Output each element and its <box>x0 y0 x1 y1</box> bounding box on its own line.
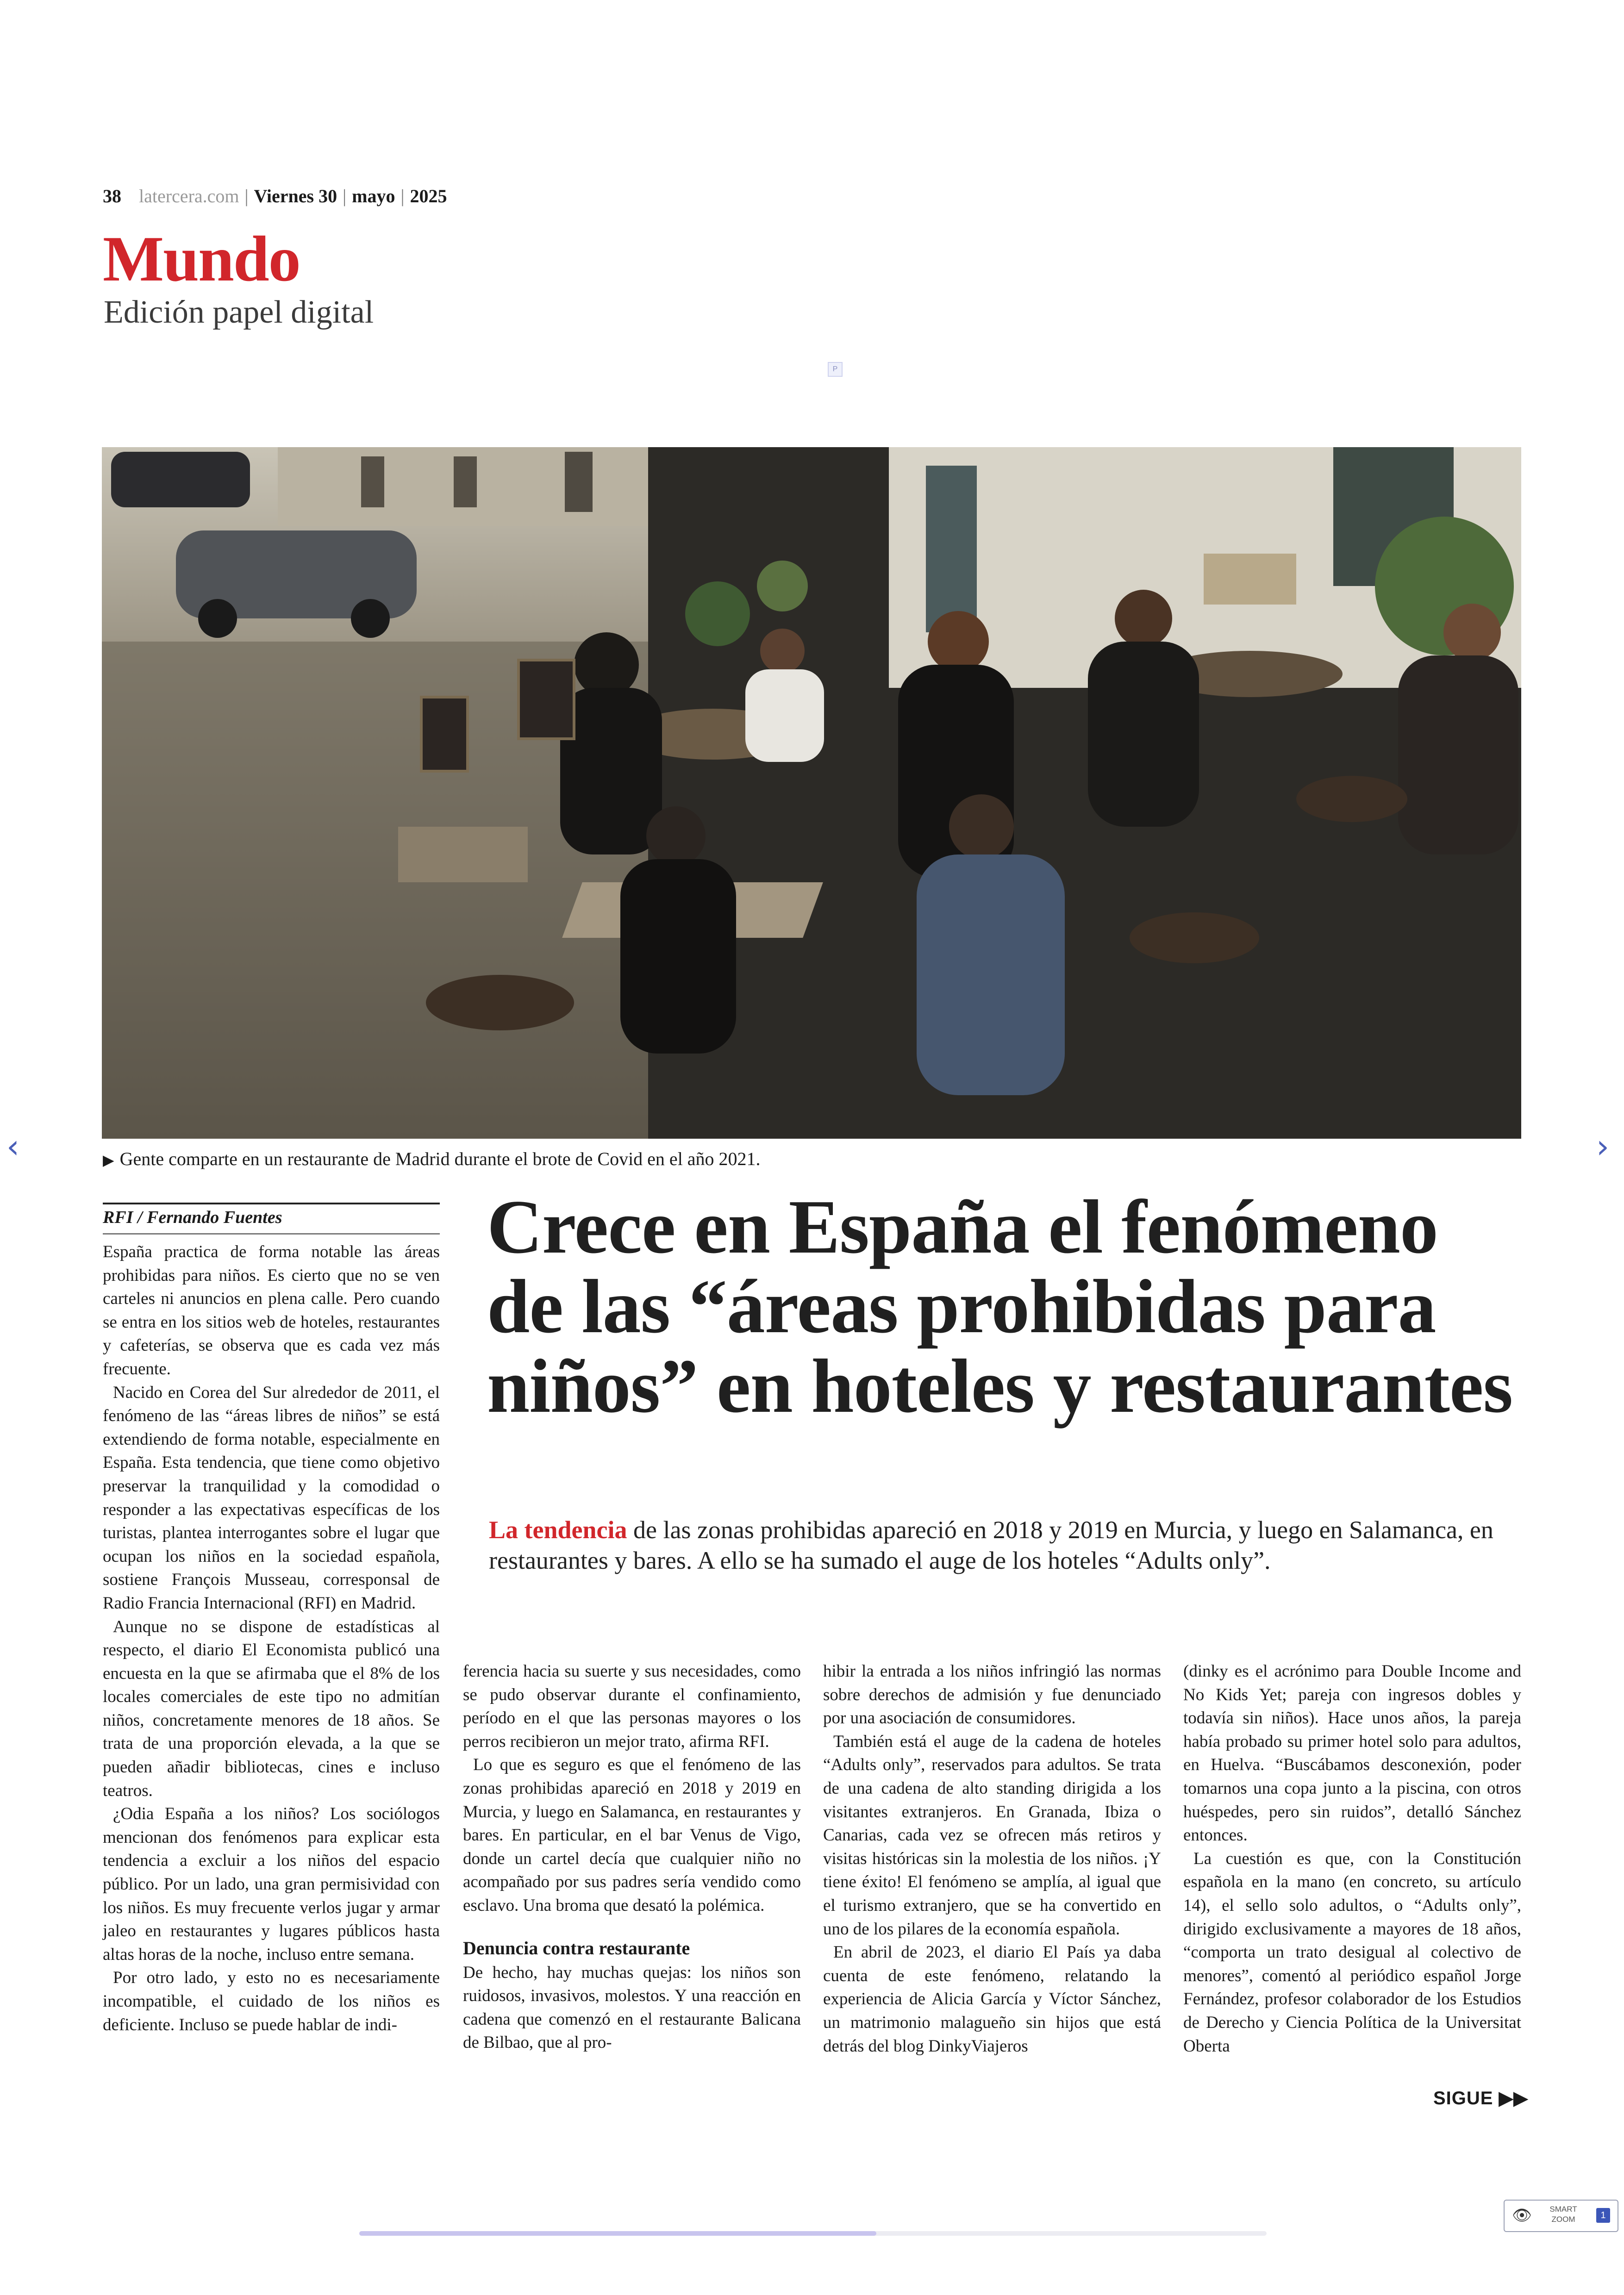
photo-caption: ▶ Gente comparte en un restaurante de Madrid durante el brote de Covid en el año 2021. <box>103 1148 761 1169</box>
continue-link[interactable]: SIGUE ▶▶ <box>1433 2088 1529 2108</box>
site-name: latercera.com <box>139 186 239 206</box>
paragraph: hibir la entrada a los niños infringió las normas sobre derechos de admisión y fue denunciado por una asociación de consumidores. <box>823 1662 1161 1728</box>
body-column-2 <box>463 1660 801 2055</box>
smart-zoom-label: SMART ZOOM <box>1549 2205 1577 2224</box>
date-year: 2025 <box>410 186 447 206</box>
edition-subtitle: Edición papel digital <box>104 294 374 330</box>
byline: RFI / Fernando Fuentes <box>103 1203 440 1235</box>
previous-page-icon[interactable]: ‹ <box>6 1128 19 1166</box>
deck <box>489 1515 1524 1576</box>
headline: Crece en España el fenómeno de las “áreas prohibidas para niños” en hoteles y restaurantes <box>487 1184 1513 1428</box>
body-column-3 <box>823 1660 1161 2058</box>
folio-line: 38 latercera.com | Viernes 30 | mayo | 2025 <box>103 186 447 206</box>
paragraph: ferencia hacia su suerte y sus necesidades, como se pudo observar durante el confinamiento, período en el que las personas mayores o los perros recibieron un mejor trato, afirma RFI. <box>463 1662 801 1751</box>
next-page-icon[interactable]: › <box>1596 1128 1609 1166</box>
section-title: Mundo <box>103 223 300 295</box>
body-column-1 <box>103 1241 440 2037</box>
deck-lead: La tendencia <box>489 1516 627 1544</box>
page-number: 38 <box>103 186 121 206</box>
paragraph: Por otro lado, y esto no es necesariamente incompatible, el cuidado de los niños es deficiente. Incluso se puede hablar de indi- <box>103 1968 440 2034</box>
smart-zoom-button[interactable] <box>1504 2200 1618 2232</box>
date-month: mayo <box>352 186 395 206</box>
paragraph: En abril de 2023, el diario El País ya daba cuenta de este fenómeno, relatando la experiencia de Alicia García y Víctor Sánchez, un matrimonio malagueño sin hijos que está detrás del blog DinkyViajeros <box>823 1943 1161 2056</box>
paragraph: ¿Odia España a los niños? Los sociólogos mencionan dos fenómenos para explicar esta tendencia a excluir a los niños del espacio público. Por un lado, una gran permisividad con los niños. Es muy frecuente verlos jugar y armar jaleo en restaurantes y lugares públicos hasta altas horas de la noche, incluso entre semana. <box>103 1804 440 1964</box>
ad-marker-icon[interactable]: P <box>828 362 843 377</box>
paragraph: También está el auge de la cadena de hoteles “Adults only”, reservados para adultos. Se trata de una cadena de alto standing dirigida a los visitantes extranjeros. En Granada, Ibiza o Canarias, cada vez se ofrecen más retiros y visitas históricas sin la molestia de los niños. ¡Y tiene éxito! El fenómeno se amplía, al igual que el turismo extranjero, que se ha convertido en uno de los pilares de la economía española. <box>823 1732 1161 1939</box>
subheading: Denuncia contra restaurante <box>463 1937 690 1958</box>
paragraph: Aunque no se dispone de estadísticas al respecto, el diario El Economista publicó una encuesta en la que se afirmaba que el 8% de los locales comerciales de este tipo no admitían niños, concretamente menores de 18 años. Se trata de una proporción elevada, a la que se pueden añadir bibliotecas, cines e incluso teatros. <box>103 1617 440 1800</box>
paragraph: La cuestión es que, con la Constitución española en la mano (en concreto, su artículo 14), el sello solo adultos, o “Adults only”, dirigido exclusivamente a mayores de 18 años, “comporta un trato desigual al colectivo de menores”, comentó al periódico español Jorge Fernández, profesor colaborador de los Estudios de Derecho y Ciencia Política de la Universitat Oberta <box>1183 1849 1521 2056</box>
paragraph: De hecho, hay muchas quejas: los niños son ruidosos, invasivos, molestos. Y una reacción en cadena que comenzó en el restaurante Balicana de Bilbao, que al pro- <box>463 1963 801 2052</box>
paragraph: España practica de forma notable las áreas prohibidas para niños. Es cierto que no se ven carteles ni anuncios en plena calle. Pero cuando se entra en los sitios web de hoteles, restaurantes y cafeterías, se observa que es cada vez más frecuente. <box>103 1242 440 1378</box>
page-indicator: 1 <box>1596 2208 1610 2223</box>
paragraph: (dinky es el acrónimo para Double Income and No Kids Yet; pareja con ingresos dobles y todavía sin niños). Hace unos años, la pareja había probado su primer hotel solo para adultos, en Huelva. “Buscábamos desconexión, poder tomarnos una copa junto a la piscina, con otros huéspedes, pero sin ruidos”, detalló Sánchez entonces. <box>1183 1662 1521 1845</box>
deck-text: de las zonas prohibidas apareció en 2018 y 2019 en Murcia, y luego en Salamanca, en restaurantes y bares. A ello se ha sumado el auge de los hoteles “Adults only”. <box>489 1516 1493 1574</box>
eye-icon: 👁 <box>1512 2207 1532 2224</box>
paragraph: Nacido en Corea del Sur alrededor de 2011, el fenómeno de las “áreas libres de niños” se está extendiendo de forma notable, especialmente en España. Esta tendencia, que tiene como objetivo preservar la tranquilidad y la comodidad o responder a las expectativas específicas de los turistas, plantea interrogantes sobre el lugar que ocupan los niños en la sociedad española, sostiene François Musseau, corresponsal de Radio Francia Internacional (RFI) en Madrid. <box>103 1383 440 1613</box>
caption-arrow-icon: ▶ <box>103 1152 114 1168</box>
paragraph: Lo que es seguro es que el fenómeno de las zonas prohibidas apareció en 2018 y 2019 en Murcia, y luego en Salamanca, en restaurantes y bares. En particular, en el bar Venus de Vigo, donde un cartel decía que cualquier niño no acompañado por sus padres sería vendido como esclavo. Una broma que desató la polémica. <box>463 1755 801 1915</box>
date-day: Viernes 30 <box>254 186 337 206</box>
article-photo <box>102 447 1521 1139</box>
body-column-4 <box>1183 1660 1521 2058</box>
page-scrollbar-thumb[interactable] <box>359 2231 876 2236</box>
